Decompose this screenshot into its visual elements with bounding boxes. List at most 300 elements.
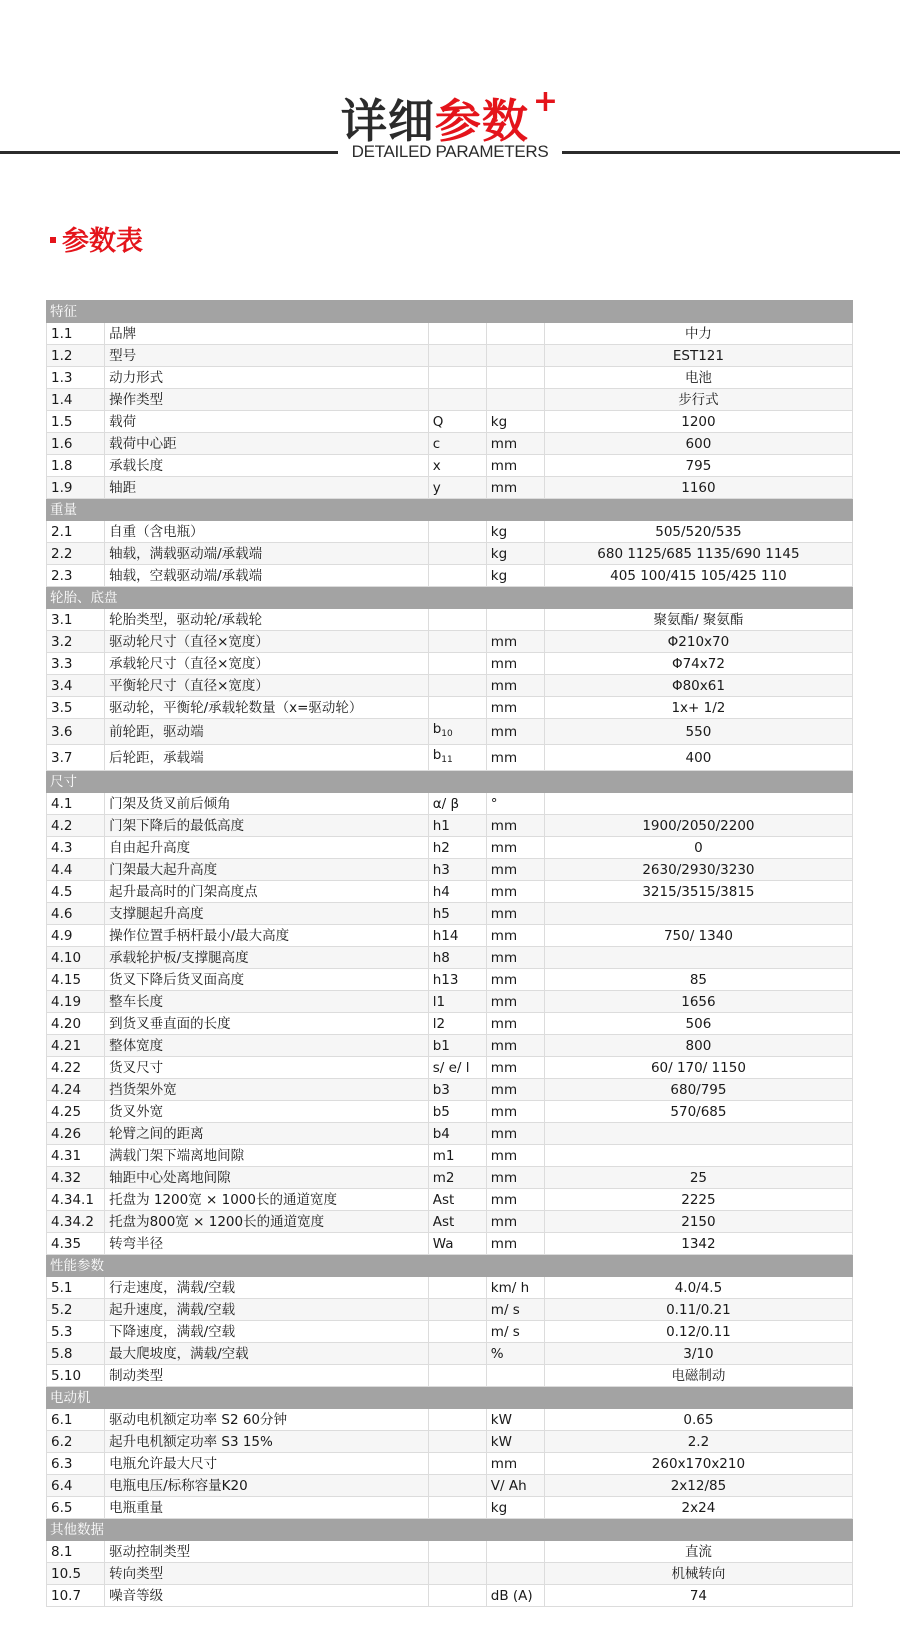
- param-value: Φ210x70: [544, 631, 852, 653]
- param-value: 505/520/535: [544, 521, 852, 543]
- table-row: [47, 1453, 853, 1475]
- param-symbol: l1: [428, 991, 486, 1013]
- param-code: 4.32: [47, 1167, 105, 1189]
- param-unit: mm: [486, 837, 544, 859]
- param-symbol: l2: [428, 1013, 486, 1035]
- param-value: 260x170x210: [544, 1453, 852, 1475]
- param-value: 2.2: [544, 1431, 852, 1453]
- param-symbol: h13: [428, 969, 486, 991]
- param-unit: mm: [486, 631, 544, 653]
- group-header-row: [47, 499, 853, 521]
- param-unit: mm: [486, 1211, 544, 1233]
- param-value: 795: [544, 455, 852, 477]
- table-row: [47, 881, 853, 903]
- param-value: 步行式: [544, 389, 852, 411]
- param-name: 满载门架下端离地间隙: [105, 1145, 429, 1167]
- table-row: [47, 1057, 853, 1079]
- param-value: 1342: [544, 1233, 852, 1255]
- table-row: [47, 815, 853, 837]
- table-row: [47, 1475, 853, 1497]
- param-name: 承载长度: [105, 455, 429, 477]
- table-row: [47, 653, 853, 675]
- param-symbol: [428, 653, 486, 675]
- param-value: 85: [544, 969, 852, 991]
- param-code: 4.25: [47, 1101, 105, 1123]
- param-code: 1.5: [47, 411, 105, 433]
- param-name: 挡货架外宽: [105, 1079, 429, 1101]
- table-row: [47, 745, 853, 771]
- param-value: 2x12/85: [544, 1475, 852, 1497]
- param-symbol: b1: [428, 1035, 486, 1057]
- param-code: 4.34.2: [47, 1211, 105, 1233]
- param-symbol: y: [428, 477, 486, 499]
- param-value: 3/10: [544, 1343, 852, 1365]
- param-value: 680/795: [544, 1079, 852, 1101]
- param-value: [544, 1123, 852, 1145]
- param-symbol: $b_{11}$: [428, 745, 486, 771]
- group-title: 尺寸: [47, 771, 853, 793]
- param-code: 1.4: [47, 389, 105, 411]
- param-name: 托盘为800宽 × 1200长的通道宽度: [105, 1211, 429, 1233]
- table-row: [47, 389, 853, 411]
- param-symbol: [428, 1541, 486, 1563]
- param-name: 轴载，空载驱动端/承载端: [105, 565, 429, 587]
- param-code: 2.3: [47, 565, 105, 587]
- param-name: 噪音等级: [105, 1585, 429, 1607]
- param-unit: kg: [486, 565, 544, 587]
- table-row: [47, 903, 853, 925]
- table-row: [47, 969, 853, 991]
- param-symbol: [428, 1343, 486, 1365]
- param-unit: mm: [486, 1145, 544, 1167]
- param-code: 4.20: [47, 1013, 105, 1035]
- table-row: [47, 925, 853, 947]
- param-unit: mm: [486, 1453, 544, 1475]
- group-title: 其他数据: [47, 1519, 853, 1541]
- page-title: [0, 72, 900, 151]
- param-symbol: [428, 1299, 486, 1321]
- param-name: 托盘为 1200宽 × 1000长的通道宽度: [105, 1189, 429, 1211]
- table-row: [47, 697, 853, 719]
- param-symbol: h8: [428, 947, 486, 969]
- table-row: [47, 1563, 853, 1585]
- table-row: [47, 477, 853, 499]
- param-unit: mm: [486, 925, 544, 947]
- param-value: 电池: [544, 367, 852, 389]
- group-header-row: [47, 1519, 853, 1541]
- table-row: [47, 1013, 853, 1035]
- square-bullet-icon: [50, 237, 56, 243]
- param-code: 6.1: [47, 1409, 105, 1431]
- param-symbol: x: [428, 455, 486, 477]
- param-code: 4.3: [47, 837, 105, 859]
- table-row: [47, 1101, 853, 1123]
- param-code: 4.6: [47, 903, 105, 925]
- table-row: [47, 1189, 853, 1211]
- param-code: 4.2: [47, 815, 105, 837]
- param-unit: mm: [486, 745, 544, 771]
- param-unit: mm: [486, 433, 544, 455]
- param-unit: mm: [486, 697, 544, 719]
- param-code: 4.1: [47, 793, 105, 815]
- param-unit: [486, 367, 544, 389]
- param-value: 2x24: [544, 1497, 852, 1519]
- group-title: 轮胎、底盘: [47, 587, 853, 609]
- param-symbol: [428, 675, 486, 697]
- parameter-table: [46, 300, 853, 1607]
- table-row: [47, 455, 853, 477]
- table-row: [47, 609, 853, 631]
- param-symbol: Wa: [428, 1233, 486, 1255]
- param-name: 最大爬坡度，满载/空载: [105, 1343, 429, 1365]
- param-code: 3.4: [47, 675, 105, 697]
- param-value: 25: [544, 1167, 852, 1189]
- param-code: 6.4: [47, 1475, 105, 1497]
- param-value: Φ80x61: [544, 675, 852, 697]
- table-row: [47, 675, 853, 697]
- param-code: 5.8: [47, 1343, 105, 1365]
- param-value: 0.11/0.21: [544, 1299, 852, 1321]
- table-row: [47, 1365, 853, 1387]
- param-unit: km/ h: [486, 1277, 544, 1299]
- param-code: 10.5: [47, 1563, 105, 1585]
- param-unit: mm: [486, 903, 544, 925]
- group-header-row: [47, 1255, 853, 1277]
- table-row: [47, 947, 853, 969]
- param-code: 4.9: [47, 925, 105, 947]
- param-value: Φ74x72: [544, 653, 852, 675]
- group-header-row: [47, 301, 853, 323]
- table-row: [47, 719, 853, 745]
- param-symbol: [428, 389, 486, 411]
- param-unit: kW: [486, 1431, 544, 1453]
- param-code: 6.2: [47, 1431, 105, 1453]
- param-unit: m/ s: [486, 1299, 544, 1321]
- param-name: 门架下降后的最低高度: [105, 815, 429, 837]
- param-symbol: $b_{10}$: [428, 719, 486, 745]
- table-row: [47, 1233, 853, 1255]
- param-name: 货叉尺寸: [105, 1057, 429, 1079]
- param-code: 4.22: [47, 1057, 105, 1079]
- param-name: 电瓶重量: [105, 1497, 429, 1519]
- param-name: 电瓶允许最大尺寸: [105, 1453, 429, 1475]
- table-row: [47, 411, 853, 433]
- param-unit: kg: [486, 1497, 544, 1519]
- param-value: [544, 903, 852, 925]
- param-name: 支撑腿起升高度: [105, 903, 429, 925]
- param-name: 电瓶电压/标称容量K20: [105, 1475, 429, 1497]
- param-symbol: [428, 697, 486, 719]
- param-name: 品牌: [105, 323, 429, 345]
- param-value: 聚氨酯/ 聚氨酯: [544, 609, 852, 631]
- param-unit: mm: [486, 719, 544, 745]
- param-unit: [486, 1563, 544, 1585]
- table-row: [47, 323, 853, 345]
- param-symbol: m2: [428, 1167, 486, 1189]
- param-value: 直流: [544, 1541, 852, 1563]
- param-symbol: α/ β: [428, 793, 486, 815]
- param-name: 行走速度，满载/空载: [105, 1277, 429, 1299]
- param-symbol: Ast: [428, 1211, 486, 1233]
- param-symbol: [428, 323, 486, 345]
- table-row: [47, 1123, 853, 1145]
- param-symbol: [428, 1365, 486, 1387]
- symbol-subscript: 10: [441, 729, 453, 739]
- table-row: [47, 1321, 853, 1343]
- param-code: 1.2: [47, 345, 105, 367]
- param-value: 3215/3515/3815: [544, 881, 852, 903]
- param-symbol: [428, 345, 486, 367]
- group-title: 性能参数: [47, 1255, 853, 1277]
- param-symbol: [428, 1475, 486, 1497]
- param-code: 3.6: [47, 719, 105, 745]
- param-code: 1.8: [47, 455, 105, 477]
- param-code: 5.10: [47, 1365, 105, 1387]
- table-row: [47, 631, 853, 653]
- param-value: 405 100/415 105/425 110: [544, 565, 852, 587]
- param-symbol: [428, 631, 486, 653]
- param-symbol: [428, 1497, 486, 1519]
- param-symbol: b4: [428, 1123, 486, 1145]
- param-name: 前轮距，驱动端: [105, 719, 429, 745]
- param-unit: mm: [486, 969, 544, 991]
- param-name: 轴距中心处离地间隙: [105, 1167, 429, 1189]
- symbol-subscript: 11: [441, 755, 453, 765]
- param-name: 轴载，满载驱动端/承载端: [105, 543, 429, 565]
- table-row: [47, 565, 853, 587]
- param-symbol: Q: [428, 411, 486, 433]
- table-row: [47, 1431, 853, 1453]
- table-row: [47, 1497, 853, 1519]
- table-row: [47, 543, 853, 565]
- param-name: 转向类型: [105, 1563, 429, 1585]
- param-value: 600: [544, 433, 852, 455]
- param-name: 起升电机额定功率 S3 15%: [105, 1431, 429, 1453]
- param-symbol: [428, 1321, 486, 1343]
- param-name: 型号: [105, 345, 429, 367]
- param-unit: mm: [486, 991, 544, 1013]
- param-code: 4.34.1: [47, 1189, 105, 1211]
- param-symbol: c: [428, 433, 486, 455]
- param-value: [544, 947, 852, 969]
- param-name: 货叉外宽: [105, 1101, 429, 1123]
- param-name: 货叉下降后货叉面高度: [105, 969, 429, 991]
- page-header: [0, 0, 900, 190]
- param-code: 5.3: [47, 1321, 105, 1343]
- param-name: 平衡轮尺寸（直径×宽度）: [105, 675, 429, 697]
- param-value: 74: [544, 1585, 852, 1607]
- param-unit: V/ Ah: [486, 1475, 544, 1497]
- param-name: 载荷: [105, 411, 429, 433]
- table-row: [47, 1079, 853, 1101]
- plus-icon: +: [532, 84, 560, 119]
- param-code: 10.7: [47, 1585, 105, 1607]
- param-value: 1200: [544, 411, 852, 433]
- param-code: 6.5: [47, 1497, 105, 1519]
- param-symbol: h14: [428, 925, 486, 947]
- param-name: 驱动控制类型: [105, 1541, 429, 1563]
- param-value: 电磁制动: [544, 1365, 852, 1387]
- param-symbol: [428, 1431, 486, 1453]
- param-name: 驱动轮，平衡轮/承载轮数量（x=驱动轮）: [105, 697, 429, 719]
- param-unit: °: [486, 793, 544, 815]
- param-unit: [486, 323, 544, 345]
- param-unit: mm: [486, 1013, 544, 1035]
- table-row: [47, 345, 853, 367]
- param-name: 动力形式: [105, 367, 429, 389]
- param-code: 4.4: [47, 859, 105, 881]
- table-row: [47, 433, 853, 455]
- param-code: 3.1: [47, 609, 105, 631]
- param-symbol: [428, 367, 486, 389]
- group-title: 特征: [47, 301, 853, 323]
- param-value: 550: [544, 719, 852, 745]
- param-unit: mm: [486, 455, 544, 477]
- param-symbol: [428, 521, 486, 543]
- param-unit: mm: [486, 1123, 544, 1145]
- param-name: 轮胎类型，驱动轮/承载轮: [105, 609, 429, 631]
- param-code: 6.3: [47, 1453, 105, 1475]
- param-symbol: [428, 1277, 486, 1299]
- param-code: 3.3: [47, 653, 105, 675]
- param-value: 750/ 1340: [544, 925, 852, 947]
- param-code: 2.1: [47, 521, 105, 543]
- param-value: 1x+ 1/2: [544, 697, 852, 719]
- param-symbol: [428, 1453, 486, 1475]
- param-value: 0.65: [544, 1409, 852, 1431]
- param-symbol: Ast: [428, 1189, 486, 1211]
- param-value: 1160: [544, 477, 852, 499]
- param-unit: kg: [486, 543, 544, 565]
- table-row: [47, 1145, 853, 1167]
- param-code: 1.9: [47, 477, 105, 499]
- param-code: 4.31: [47, 1145, 105, 1167]
- param-symbol: s/ e/ l: [428, 1057, 486, 1079]
- table-row: [47, 793, 853, 815]
- param-code: 3.7: [47, 745, 105, 771]
- param-name: 起升速度，满载/空载: [105, 1299, 429, 1321]
- param-unit: mm: [486, 1101, 544, 1123]
- param-value: 0.12/0.11: [544, 1321, 852, 1343]
- group-title: 电动机: [47, 1387, 853, 1409]
- param-unit: mm: [486, 859, 544, 881]
- param-name: 转弯半径: [105, 1233, 429, 1255]
- param-name: 驱动轮尺寸（直径×宽度）: [105, 631, 429, 653]
- param-name: 整体宽度: [105, 1035, 429, 1057]
- param-code: 8.1: [47, 1541, 105, 1563]
- param-value: 680 1125/685 1135/690 1145: [544, 543, 852, 565]
- table-row: [47, 1299, 853, 1321]
- param-value: EST121: [544, 345, 852, 367]
- group-header-row: [47, 1387, 853, 1409]
- param-name: 自重（含电瓶）: [105, 521, 429, 543]
- param-unit: mm: [486, 1167, 544, 1189]
- param-unit: mm: [486, 1057, 544, 1079]
- param-unit: %: [486, 1343, 544, 1365]
- table-row: [47, 1409, 853, 1431]
- param-name: 驱动电机额定功率 S2 60分钟: [105, 1409, 429, 1431]
- group-header-row: [47, 771, 853, 793]
- param-symbol: [428, 1409, 486, 1431]
- param-unit: mm: [486, 947, 544, 969]
- param-code: 3.2: [47, 631, 105, 653]
- param-unit: mm: [486, 477, 544, 499]
- param-code: 4.21: [47, 1035, 105, 1057]
- param-name: 下降速度，满载/空载: [105, 1321, 429, 1343]
- table-row: [47, 1343, 853, 1365]
- param-value: 2225: [544, 1189, 852, 1211]
- table-row: [47, 1585, 853, 1607]
- param-symbol: [428, 543, 486, 565]
- param-code: 5.2: [47, 1299, 105, 1321]
- param-code: 4.26: [47, 1123, 105, 1145]
- param-symbol: h2: [428, 837, 486, 859]
- param-code: 4.10: [47, 947, 105, 969]
- param-unit: kW: [486, 1409, 544, 1431]
- table-row: [47, 859, 853, 881]
- page-subtitle: DETAILED PARAMETERS: [351, 142, 549, 161]
- param-value: 506: [544, 1013, 852, 1035]
- param-name: 门架及货叉前后倾角: [105, 793, 429, 815]
- table-row: [47, 1211, 853, 1233]
- param-unit: kg: [486, 411, 544, 433]
- param-unit: [486, 1365, 544, 1387]
- param-value: 1656: [544, 991, 852, 1013]
- param-unit: mm: [486, 653, 544, 675]
- param-value: 800: [544, 1035, 852, 1057]
- table-row: [47, 367, 853, 389]
- param-unit: [486, 1541, 544, 1563]
- param-code: 5.1: [47, 1277, 105, 1299]
- table-row: [47, 991, 853, 1013]
- param-code: 4.15: [47, 969, 105, 991]
- param-symbol: m1: [428, 1145, 486, 1167]
- table-row: [47, 521, 853, 543]
- param-value: 60/ 170/ 1150: [544, 1057, 852, 1079]
- param-name: 承载轮护板/支撑腿高度: [105, 947, 429, 969]
- table-row: [47, 837, 853, 859]
- param-value: [544, 1145, 852, 1167]
- title-red-part: 参数: [434, 94, 529, 148]
- param-symbol: [428, 609, 486, 631]
- param-symbol: [428, 565, 486, 587]
- param-value: 1900/2050/2200: [544, 815, 852, 837]
- param-code: 4.19: [47, 991, 105, 1013]
- param-unit: dB (A): [486, 1585, 544, 1607]
- table-row: [47, 1277, 853, 1299]
- group-header-row: [47, 587, 853, 609]
- param-symbol: h1: [428, 815, 486, 837]
- param-code: 4.35: [47, 1233, 105, 1255]
- param-unit: mm: [486, 881, 544, 903]
- section-title: 参数表: [62, 225, 143, 257]
- param-name: 自由起升高度: [105, 837, 429, 859]
- param-unit: [486, 609, 544, 631]
- param-value: 0: [544, 837, 852, 859]
- param-value: 570/685: [544, 1101, 852, 1123]
- param-unit: mm: [486, 1233, 544, 1255]
- param-value: 2150: [544, 1211, 852, 1233]
- param-name: 操作位置手柄杆最小/最大高度: [105, 925, 429, 947]
- param-name: 门架最大起升高度: [105, 859, 429, 881]
- param-unit: mm: [486, 815, 544, 837]
- param-value: [544, 793, 852, 815]
- param-value: 中力: [544, 323, 852, 345]
- param-name: 载荷中心距: [105, 433, 429, 455]
- param-symbol: b3: [428, 1079, 486, 1101]
- param-value: 机械转向: [544, 1563, 852, 1585]
- param-unit: mm: [486, 675, 544, 697]
